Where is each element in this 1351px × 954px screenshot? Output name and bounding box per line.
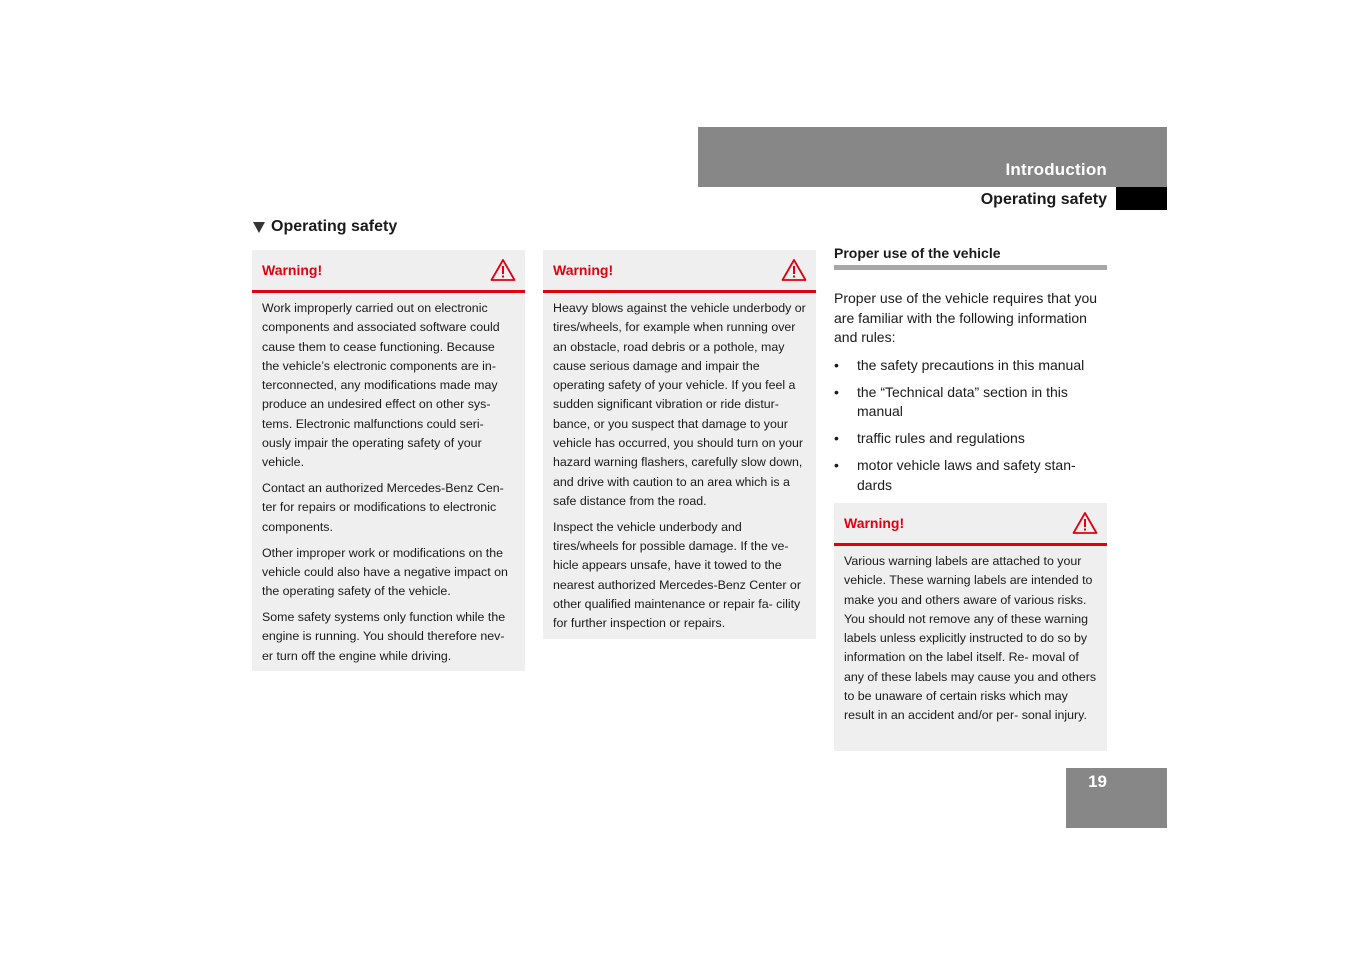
warning-body <box>834 546 1107 738</box>
warning-triangle-icon <box>781 258 807 282</box>
warning-paragraph: Some safety systems only function while the engine is running. You should therefore nev- er turn off the engine while driving. <box>262 609 506 663</box>
warning-paragraph: Work improperly carried out on electronic components and associated software could cause them to cease functioning. Because the vehicle’s electronic components are in- terconnected, any modifications made may produce an undesired effect on other sys- tems. Electronic malfunctions could seri- ously impair the operating safety of your vehicle. <box>262 301 500 470</box>
warning-label: Warning! <box>844 515 905 531</box>
list-item: • the safety precautions in this manual <box>834 356 1107 376</box>
warning-header <box>543 250 816 293</box>
warning-paragraph: Heavy blows against the vehicle underbody or tires/wheels, for example when running over an obstacle, road debris or a pothole, may cause serious damage and impair the operating safety of your vehicle. If you feel a sudden significant vibration or ride distur- bance, or you suspect that damage to your vehicle has occurred, you should turn on your hazard warning flashers, carefully slow down, and drive with caution to an area which is a safe distance from the road. <box>553 301 806 508</box>
warning-paragraph: Various warning labels are attached to your vehicle. These warning labels are intended to make you and others aware of various risks. You should not remove any of these warning labels unless explicitly instructed to do so by information on the label itself. Re- moval of any of these labels may cause you and others to be unaware of certain risks which may result in an accident and/or per- sonal injury. <box>844 554 1097 723</box>
warning-paragraph: Other improper work or modifications on the vehicle could also have a negative impact on the operating safety of the vehicle. <box>262 545 508 599</box>
warning-header <box>252 250 525 293</box>
warning-triangle-icon <box>1072 511 1098 535</box>
warning-body <box>543 293 816 646</box>
page-number: 19 <box>1088 772 1107 791</box>
proper-use-list <box>834 356 1107 496</box>
header-band <box>698 127 1167 187</box>
warning-paragraph: Contact an authorized Mercedes-Benz Cen- ter for repairs or modifications to electronic components. <box>262 481 504 534</box>
page-number-box <box>1066 768 1167 828</box>
list-item: • the “Technical data” section in this manual <box>834 383 1107 422</box>
warning-paragraph: Inspect the vehicle underbody and tires/wheels for possible damage. If the ve- hicle appears unsafe, have it towed to the nearest authorized Mercedes-Benz Center or other qualified maintenance or repair fa- cility for further inspection or repairs. <box>553 519 801 631</box>
list-item: • traffic rules and regulations <box>834 429 1107 449</box>
warning-triangle-icon <box>490 258 516 282</box>
proper-use-intro: Proper use of the vehicle requires that you are familiar with the following information and rules: <box>834 290 1098 345</box>
page-heading-text: Operating safety <box>271 218 398 235</box>
proper-use-title: Proper use of the vehicle <box>834 245 1107 270</box>
warning-label: Warning! <box>262 262 323 278</box>
warning-box-labels <box>834 503 1107 751</box>
warning-box-underbody <box>543 250 816 639</box>
triangle-down-icon <box>253 222 265 233</box>
warning-header <box>834 503 1107 546</box>
chapter-title: Introduction <box>1005 160 1107 179</box>
warning-box-electronics <box>252 250 525 671</box>
warning-body <box>252 293 525 678</box>
warning-label: Warning! <box>553 262 614 278</box>
page-heading <box>253 218 397 236</box>
section-title: Operating safety <box>980 191 1107 208</box>
section-tab <box>1116 187 1167 210</box>
proper-use-section <box>834 245 1107 503</box>
list-item: • motor vehicle laws and safety stan- dards <box>834 456 1107 495</box>
